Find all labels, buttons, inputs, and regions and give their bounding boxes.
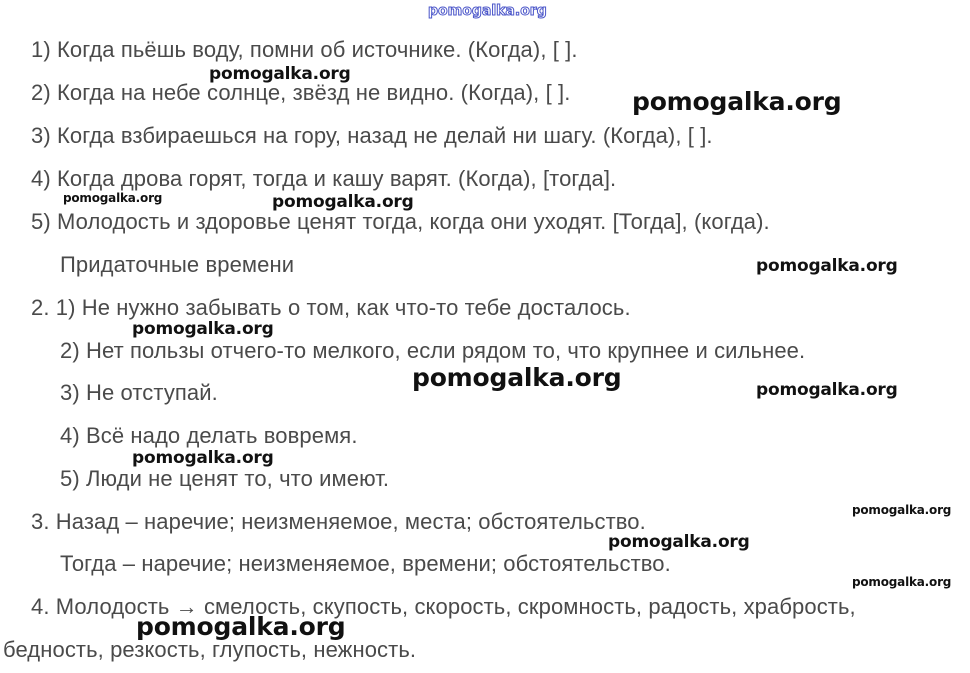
watermark-logo: pomogalka.org: [756, 256, 898, 276]
answer-3-line-2: Тогда – наречие; неизменяемое, времени; обстоятельство.: [60, 551, 671, 576]
watermark-logo: pomogalka.org: [412, 363, 622, 392]
answer-2-line-2: 2) Нет пользы отчего-то мелкого, если рядом то, что крупнее и сильнее.: [60, 338, 806, 363]
watermark-logo-top: pomogalka.org: [428, 3, 547, 19]
watermark-logo: pomogalka.org: [632, 87, 842, 116]
answer-3-line-1: 3. Назад – наречие; неизменяемое, места; обстоятельство.: [31, 509, 646, 534]
answer-1-line-2: 2) Когда на небе солнце, звёзд не видно. (Когда), [ ].: [31, 80, 571, 105]
answer-1-line-1: 1) Когда пьёшь воду, помни об источнике. (Когда), [ ].: [31, 37, 578, 62]
answer-1-line-5: 5) Молодость и здоровье ценят тогда, когда они уходят. [Тогда], (когда).: [31, 209, 770, 234]
watermark-logo: pomogalka.org: [63, 191, 163, 205]
answer-1-line-3: 3) Когда взбираешься на гору, назад не делай ни шагу. (Когда), [ ].: [31, 123, 713, 148]
watermark-logo: pomogalka.org: [272, 192, 414, 212]
watermark-logo: pomogalka.org: [852, 575, 952, 589]
answer-4-line-1: 4. Молодость → смелость, скупость, скорость, скромность, радость, храбрость,: [31, 594, 856, 619]
answer-2-line-5: 5) Люди не ценят то, что имеют.: [60, 466, 390, 491]
watermark-logo: pomogalka.org: [136, 612, 346, 641]
watermark-logo: pomogalka.org: [132, 319, 274, 339]
answer-2-line-4: 4) Всё надо делать вовремя.: [60, 423, 358, 448]
answer-1-conclusion: Придаточные времени: [60, 252, 295, 277]
watermark-logo: pomogalka.org: [209, 64, 351, 84]
watermark-logo: pomogalka.org: [132, 448, 274, 468]
answer-2-line-1: 2. 1) Не нужно забывать о том, как что-то тебе досталось.: [31, 295, 631, 320]
answer-4-line-2: бедность, резкость, глупость, нежность.: [3, 637, 417, 662]
answer-1-line-4: 4) Когда дрова горят, тогда и кашу варят. (Когда), [тогда].: [31, 166, 617, 191]
watermark-logo: pomogalka.org: [756, 380, 898, 400]
watermark-logo: pomogalka.org: [852, 503, 952, 517]
answer-2-line-3: 3) Не отступай.: [60, 380, 218, 405]
watermark-logo: pomogalka.org: [608, 532, 750, 552]
